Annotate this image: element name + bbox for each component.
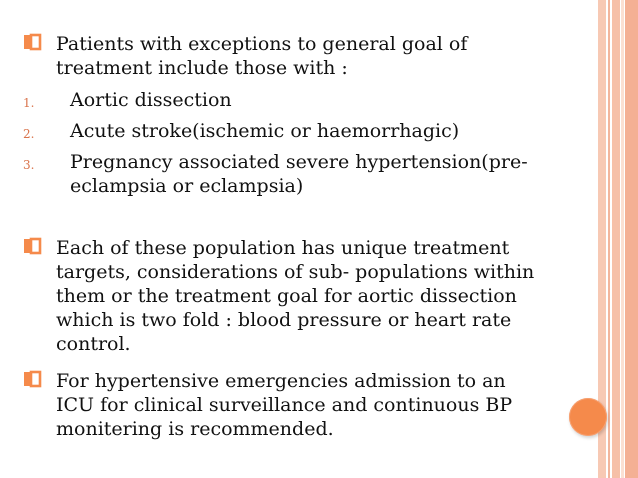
decorative-stripe bbox=[621, 0, 624, 478]
decorative-stripe bbox=[608, 0, 610, 478]
decorative-stripe bbox=[625, 0, 638, 478]
double-bar-bullet-icon bbox=[24, 32, 42, 52]
double-bar-bullet-icon bbox=[24, 369, 42, 389]
list-number: 3. bbox=[23, 158, 35, 172]
intro-bullet-text: Patients with exceptions to general goal of treatment include those with : bbox=[56, 33, 468, 79]
list-number: 2. bbox=[23, 127, 35, 141]
decorative-stripe bbox=[612, 0, 620, 478]
list-item: Pregnancy associated severe hypertension(pre-eclampsia or eclampsia) bbox=[70, 151, 528, 197]
bullet-text: For hypertensive emergencies admission to an ICU for clinical surveillance and continuous BP monitering is recommended. bbox=[56, 370, 513, 440]
list-item: Acute stroke(ischemic or haemorrhagic) bbox=[70, 120, 460, 142]
list-item: Aortic dissection bbox=[70, 89, 232, 111]
list-number: 1. bbox=[23, 96, 35, 110]
bullet-text: Each of these population has unique treatment targets, considerations of sub- populations within them or the treatment goal for aortic dissection which is two fold : blood pressure or heart rate control. bbox=[56, 237, 535, 355]
double-bar-bullet-icon bbox=[24, 236, 42, 256]
